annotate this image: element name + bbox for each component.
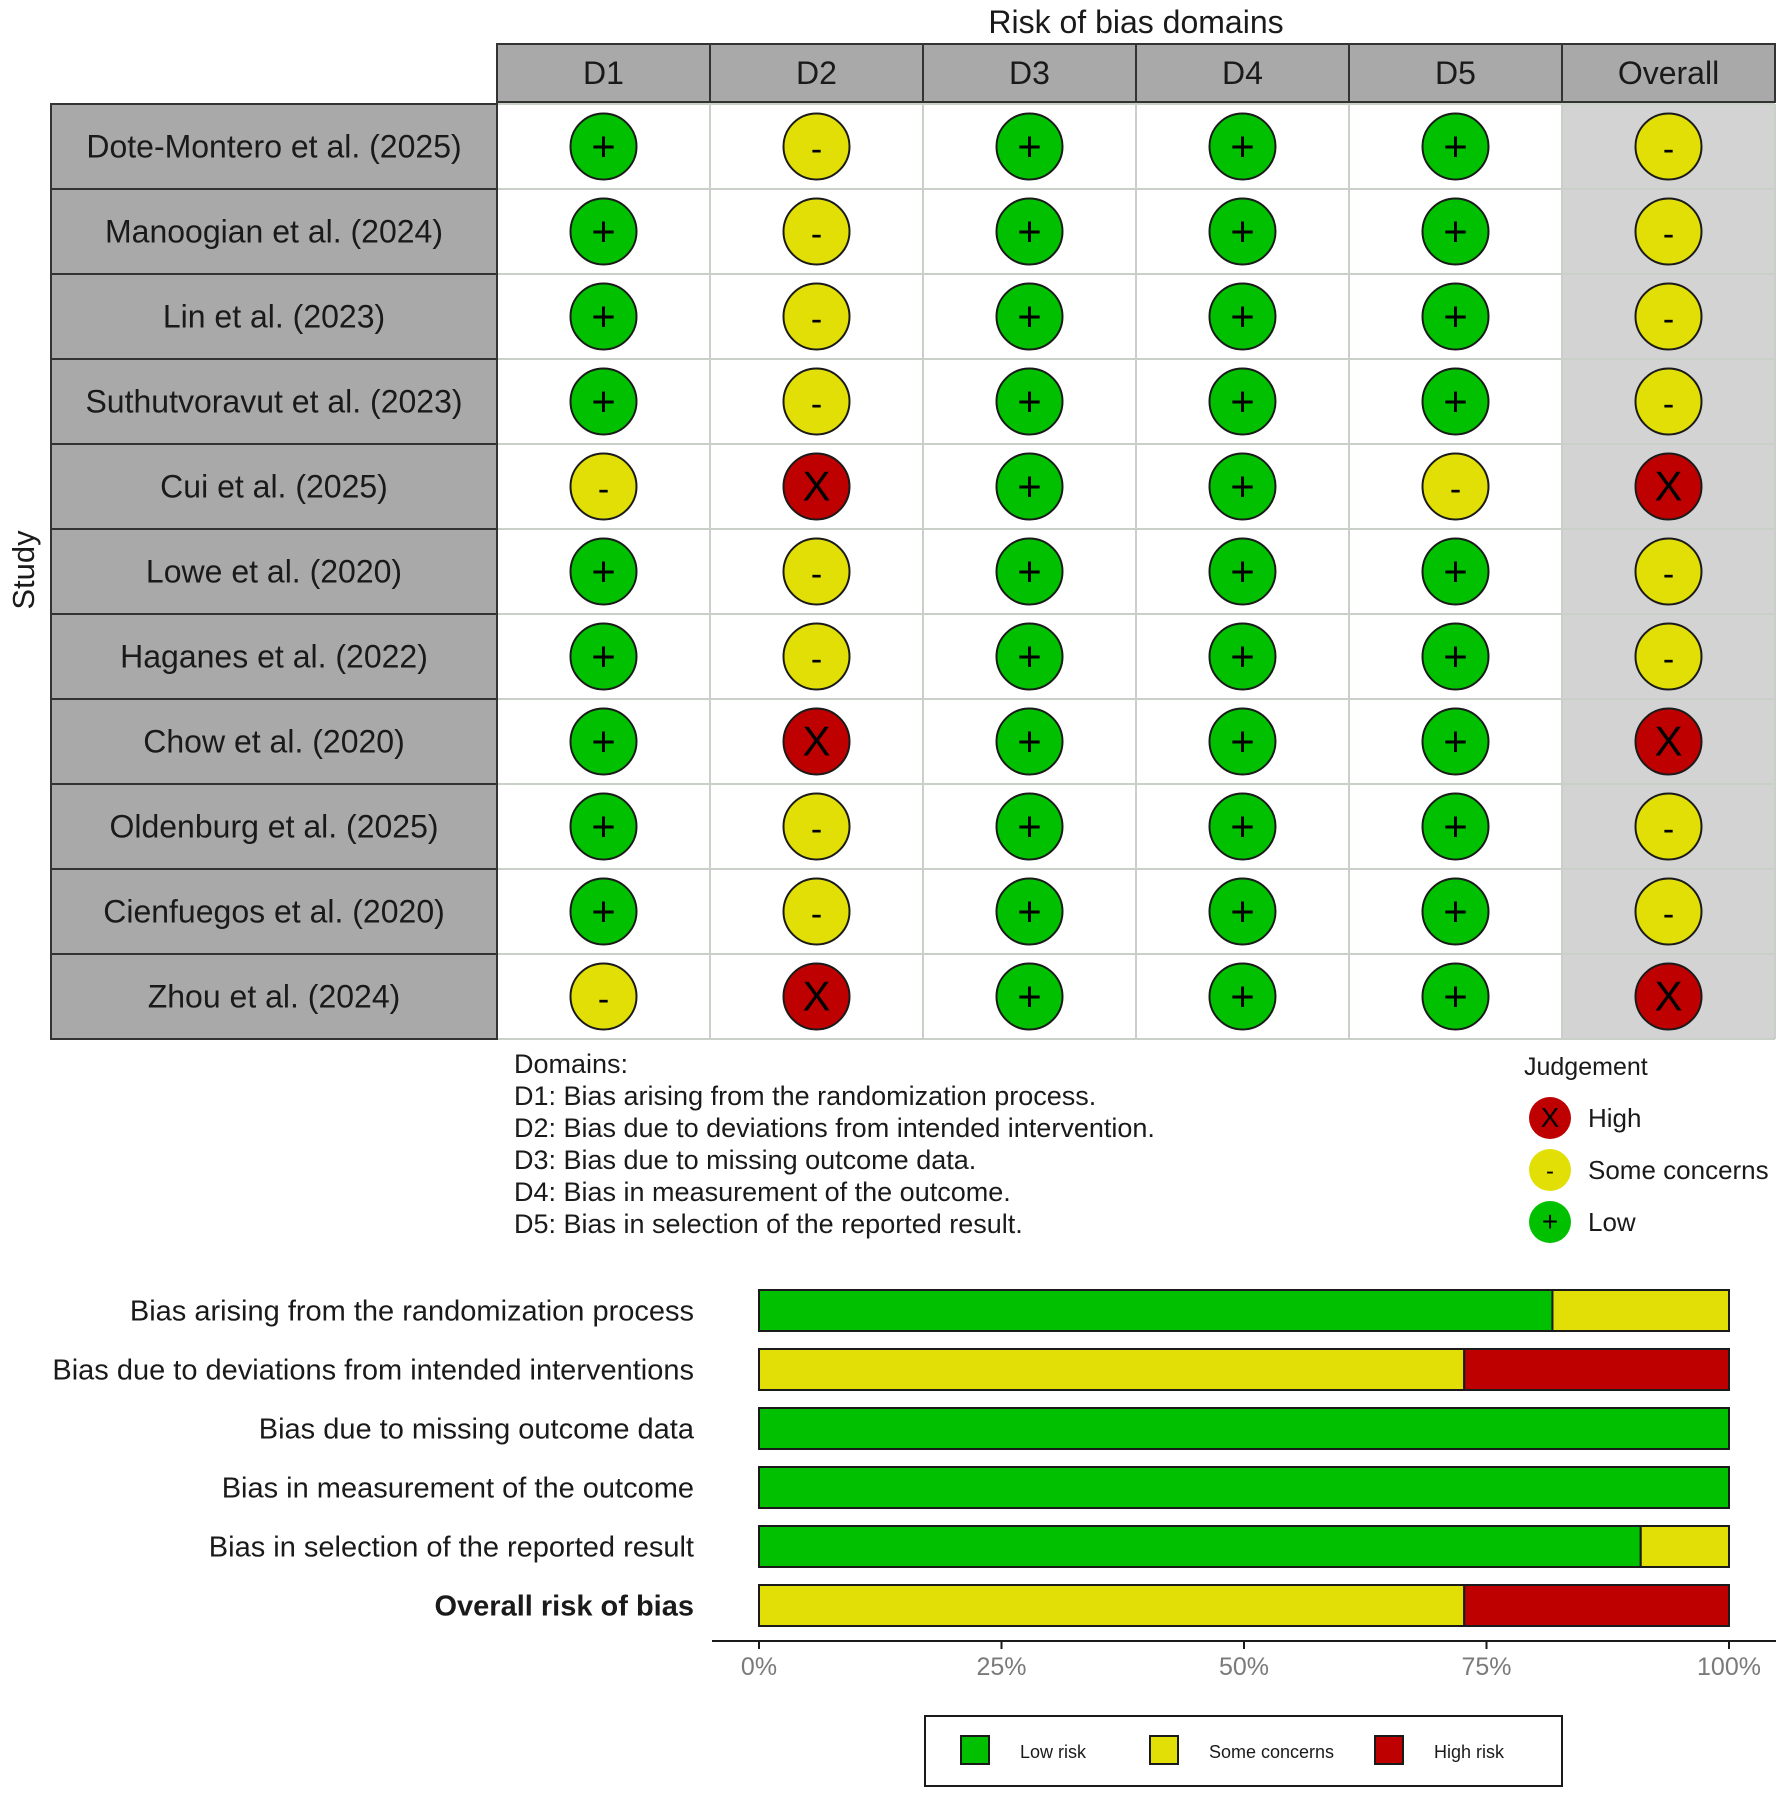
judgement-symbol: + (1230, 377, 1255, 425)
judgement-symbol: - (810, 810, 823, 849)
judgement-symbol: + (1017, 887, 1042, 935)
judgement-symbol: + (591, 207, 616, 255)
judgement-low-marker (1210, 114, 1276, 180)
judgement-symbol: - (1662, 810, 1675, 849)
judgement-low-marker (1423, 114, 1489, 180)
bar-segment-low (759, 1526, 1641, 1567)
judgement-symbol: + (591, 292, 616, 340)
judgement-symbol: + (1230, 122, 1255, 170)
legend-title: Judgement (1524, 1053, 1648, 1081)
judgement-some-marker (1423, 454, 1489, 520)
traffic-light-title: Risk of bias domains (988, 4, 1284, 40)
study-axis-label: Study (6, 530, 41, 610)
judgement-some-marker (784, 199, 850, 265)
judgement-symbol: + (1230, 292, 1255, 340)
judgement-low-marker (1423, 284, 1489, 350)
traffic-light-grid (51, 44, 1775, 1039)
judgement-low-marker (1210, 879, 1276, 945)
judgement-low-marker (1423, 199, 1489, 265)
x-tick-label: 100% (1697, 1653, 1761, 1681)
judgement-symbol: + (1443, 717, 1468, 765)
judgement-low-marker (997, 369, 1063, 435)
judgement-low-marker (1210, 454, 1276, 520)
judgement-symbol: - (810, 555, 823, 594)
legend-label: Some concerns (1588, 1155, 1769, 1185)
judgement-symbol: X (1654, 972, 1683, 1020)
legend-symbol: + (1541, 1206, 1559, 1237)
x-tick-label: 75% (1461, 1653, 1512, 1681)
judgement-symbol: + (1017, 462, 1042, 510)
judgement-low-marker (997, 114, 1063, 180)
judgement-low-marker (1423, 794, 1489, 860)
judgement-some-marker (1636, 879, 1702, 945)
legend-symbol: - (1546, 1158, 1554, 1185)
judgement-symbol: + (591, 547, 616, 595)
judgement-low-marker (571, 114, 637, 180)
judgement-symbol: + (1443, 207, 1468, 255)
bar-segment-high (1464, 1349, 1729, 1390)
judgement-some-marker (1636, 199, 1702, 265)
judgement-low-marker (571, 284, 637, 350)
judgement-symbol: - (1449, 470, 1462, 509)
judgement-low-marker (997, 709, 1063, 775)
judgement-some-marker (571, 454, 637, 520)
judgement-symbol: + (1443, 632, 1468, 680)
judgement-high-marker (1636, 964, 1702, 1030)
judgement-some-marker (784, 624, 850, 690)
bar-category-label: Bias in measurement of the outcome (221, 1472, 694, 1505)
judgement-symbol: + (1443, 802, 1468, 850)
legend-symbol: X (1540, 1102, 1560, 1133)
bar-category-label: Bias arising from the randomization process (129, 1295, 694, 1328)
judgement-some-marker (571, 964, 637, 1030)
judgement-symbol: + (591, 802, 616, 850)
judgement-some-marker (784, 539, 850, 605)
bar-legend-swatch (1375, 1736, 1403, 1764)
bar-legend-swatch (961, 1736, 989, 1764)
judgement-symbol: + (591, 377, 616, 425)
judgement-symbol: + (1017, 377, 1042, 425)
summary-bar-chart (52, 1290, 1776, 1681)
judgement-symbol: + (591, 887, 616, 935)
judgement-low-marker (1423, 624, 1489, 690)
column-header-label: D4 (1222, 55, 1263, 91)
judgement-low-marker (1423, 964, 1489, 1030)
judgement-symbol: + (1017, 802, 1042, 850)
judgement-symbol: - (1662, 640, 1675, 679)
judgement-low-marker (997, 964, 1063, 1030)
legend-label: High (1588, 1103, 1642, 1133)
judgement-low-marker (571, 539, 637, 605)
bar-legend-label: Some concerns (1209, 1742, 1335, 1762)
judgement-low-marker (1210, 624, 1276, 690)
column-header-label: D2 (796, 55, 837, 91)
judgement-symbol: - (810, 640, 823, 679)
bar-category-label: Overall risk of bias (434, 1590, 694, 1623)
judgement-symbol: + (1443, 122, 1468, 170)
judgement-symbol: - (597, 470, 610, 509)
judgement-some-marker (1636, 624, 1702, 690)
judgement-high-marker (784, 709, 850, 775)
judgement-symbol: - (597, 980, 610, 1019)
judgement-some-marker (1636, 539, 1702, 605)
judgement-symbol: + (1443, 887, 1468, 935)
judgement-symbol: + (1017, 122, 1042, 170)
judgement-symbol: X (1654, 462, 1683, 510)
judgement-some-marker (1636, 284, 1702, 350)
judgement-low-marker (571, 879, 637, 945)
bar-segment-low (759, 1408, 1729, 1449)
judgement-symbol: X (802, 462, 831, 510)
judgement-symbol: - (1662, 555, 1675, 594)
judgement-symbol: + (1017, 547, 1042, 595)
domain-note: D4: Bias in measurement of the outcome. (514, 1177, 1011, 1207)
legend-item-some (1529, 1149, 1769, 1191)
judgement-low-marker (997, 794, 1063, 860)
judgement-low-marker (571, 624, 637, 690)
judgement-symbol: - (1662, 300, 1675, 339)
bar-category-label: Bias due to missing outcome data (258, 1413, 694, 1446)
judgement-symbol: - (1662, 215, 1675, 254)
x-tick-label: 50% (1218, 1653, 1270, 1681)
judgement-symbol: + (1230, 547, 1255, 595)
judgement-symbol: + (591, 122, 616, 170)
judgement-symbol: - (810, 895, 823, 934)
judgement-symbol: + (1017, 632, 1042, 680)
judgement-symbol: - (1662, 130, 1675, 169)
judgement-low-marker (571, 709, 637, 775)
legend-item-low (1529, 1201, 1636, 1243)
judgement-low-marker (1423, 709, 1489, 775)
column-header-label: D5 (1435, 55, 1476, 91)
bar-segment-high (1464, 1585, 1729, 1626)
judgement-symbol: - (810, 385, 823, 424)
legend-item-high (1529, 1097, 1641, 1139)
judgement-symbol: + (1230, 887, 1255, 935)
bar-legend-swatch (1150, 1736, 1178, 1764)
judgement-low-marker (1423, 539, 1489, 605)
judgement-symbol: + (1230, 972, 1255, 1020)
study-label: Suthutvoravut et al. (2023) (85, 383, 463, 420)
judgement-symbol: - (810, 130, 823, 169)
judgement-low-marker (1210, 794, 1276, 860)
bar-category-label: Bias in selection of the reported result (208, 1531, 694, 1564)
x-tick-label: 25% (976, 1653, 1027, 1681)
judgement-high-marker (1636, 454, 1702, 520)
bar-segment-some (759, 1585, 1464, 1626)
judgement-symbol: + (1443, 292, 1468, 340)
x-tick-label: 0% (740, 1653, 778, 1681)
column-header-label: Overall (1617, 55, 1720, 91)
bar-legend-label: High risk (1434, 1742, 1505, 1762)
judgement-low-marker (571, 794, 637, 860)
judgement-some-marker (784, 369, 850, 435)
bar-segment-some (1552, 1290, 1729, 1331)
judgement-symbol: X (1654, 717, 1683, 765)
judgement-low-marker (1210, 709, 1276, 775)
judgement-low-marker (997, 454, 1063, 520)
domain-note: D5: Bias in selection of the reported result. (514, 1209, 1023, 1239)
judgement-low-marker (1423, 369, 1489, 435)
column-header-label: D1 (583, 55, 624, 91)
judgement-low-marker (997, 624, 1063, 690)
judgement-symbol: + (1443, 972, 1468, 1020)
judgement-low-marker (1423, 879, 1489, 945)
judgement-legend (1524, 1053, 1769, 1243)
judgement-some-marker (784, 879, 850, 945)
judgement-low-marker (1210, 964, 1276, 1030)
study-label: Lin et al. (2023) (162, 298, 386, 335)
study-label: Manoogian et al. (2024) (105, 213, 443, 250)
domains-notes (514, 1049, 1155, 1239)
judgement-low-marker (1210, 284, 1276, 350)
judgement-symbol: + (1443, 377, 1468, 425)
judgement-some-marker (1636, 114, 1702, 180)
judgement-symbol: - (810, 300, 823, 339)
judgement-high-marker (784, 964, 850, 1030)
judgement-symbol: + (1230, 462, 1255, 510)
judgement-symbol: + (1017, 972, 1042, 1020)
bar-segment-low (759, 1467, 1729, 1508)
judgement-symbol: + (1230, 632, 1255, 680)
judgement-low-marker (571, 369, 637, 435)
judgement-symbol: + (1230, 717, 1255, 765)
judgement-some-marker (784, 284, 850, 350)
domain-note: D3: Bias due to missing outcome data. (514, 1145, 977, 1175)
judgement-symbol: + (591, 632, 616, 680)
judgement-low-marker (1210, 369, 1276, 435)
summary-bar-legend (925, 1716, 1562, 1786)
bar-segment-some (1641, 1526, 1729, 1567)
domain-note: D1: Bias arising from the randomization process. (514, 1081, 1097, 1111)
judgement-symbol: - (1662, 385, 1675, 424)
judgement-symbol: + (1017, 207, 1042, 255)
judgement-low-marker (997, 284, 1063, 350)
judgement-low-marker (1210, 199, 1276, 265)
legend-label: Low (1588, 1207, 1636, 1237)
study-label: Cienfuegos et al. (2020) (103, 893, 445, 930)
judgement-low-marker (997, 879, 1063, 945)
domain-note: D2: Bias due to deviations from intended intervention. (514, 1113, 1155, 1143)
judgement-some-marker (1636, 369, 1702, 435)
judgement-symbol: + (591, 717, 616, 765)
judgement-low-marker (571, 199, 637, 265)
study-label: Zhou et al. (2024) (147, 978, 401, 1015)
bar-category-label: Bias due to deviations from intended interventions (52, 1354, 694, 1387)
judgement-symbol: - (1662, 895, 1675, 934)
column-header-label: D3 (1009, 55, 1050, 91)
judgement-high-marker (1636, 709, 1702, 775)
study-label: Dote-Montero et al. (2025) (86, 128, 462, 165)
domains-title: Domains: (514, 1049, 629, 1079)
judgement-symbol: + (1230, 802, 1255, 850)
judgement-symbol: + (1443, 547, 1468, 595)
judgement-some-marker (784, 794, 850, 860)
judgement-symbol: X (802, 972, 831, 1020)
bar-legend-label: Low risk (1020, 1742, 1087, 1762)
bar-segment-some (759, 1349, 1464, 1390)
judgement-symbol: + (1230, 207, 1255, 255)
bar-segment-low (759, 1290, 1552, 1331)
study-label: Haganes et al. (2022) (120, 638, 428, 675)
study-label: Lowe et al. (2020) (145, 553, 403, 590)
judgement-high-marker (784, 454, 850, 520)
judgement-some-marker (1636, 794, 1702, 860)
judgement-symbol: - (810, 215, 823, 254)
judgement-symbol: X (802, 717, 831, 765)
study-label: Chow et al. (2020) (143, 723, 405, 760)
judgement-symbol: + (1017, 292, 1042, 340)
judgement-low-marker (997, 199, 1063, 265)
judgement-low-marker (997, 539, 1063, 605)
judgement-low-marker (1210, 539, 1276, 605)
judgement-symbol: + (1017, 717, 1042, 765)
study-label: Oldenburg et al. (2025) (109, 808, 439, 845)
judgement-some-marker (784, 114, 850, 180)
study-label: Cui et al. (2025) (160, 468, 388, 505)
